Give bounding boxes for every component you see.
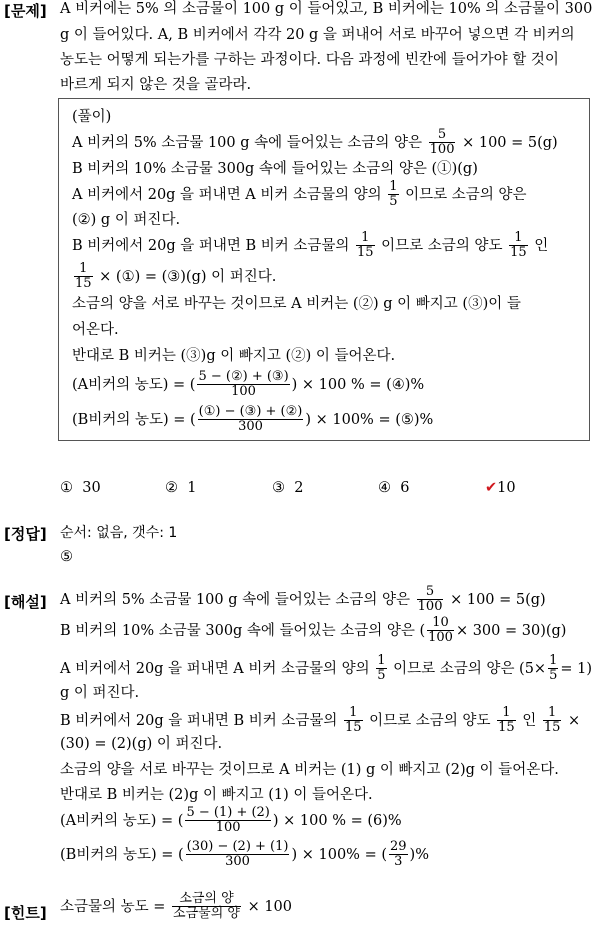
numerator: 1 [509,231,528,246]
answer-label: [정답] [4,525,47,543]
text: = 1) [560,660,592,677]
fraction [197,370,289,400]
option-mark: ③ [272,480,285,496]
text: (B비커의 농도) = ( [72,411,196,428]
solution-line-8: 어온다. [72,322,119,338]
problem-line-2: g 이 들어있다. A, B 비커에서 각각 20 g 을 퍼내어 서로 바꾸어 넣으면 각 비커의 [60,27,575,43]
numerator: 1 [389,179,398,194]
denominator: 15 [357,245,374,261]
numerator: 1 [543,706,562,721]
text: 이므로 소금의 양은 (5× [393,660,547,677]
explanation-line-2 [60,616,566,646]
text: (A비커의 농도) = ( [72,376,196,393]
option-value: 2 [294,480,304,496]
solution-line-5 [72,231,548,261]
solution-line-3 [72,180,526,210]
text: × [568,712,581,729]
option-value: 10 [497,480,516,496]
text: × 100 [247,898,293,915]
solution-line-6 [72,262,276,292]
text: × 100 = 5(g) [450,591,546,608]
solution-line-7: 소금의 양을 서로 바꾸는 것이므로 A 비커는 (②) g 이 빠지고 (③)이 들 [72,296,521,312]
denominator: 5 [389,194,398,210]
fraction [389,840,408,870]
numerator: 1 [377,653,386,668]
explanation-line-6: (30) = (2)(g) 이 퍼진다. [60,736,223,752]
numerator: 5 [429,128,456,143]
option-mark: ④ [378,480,391,496]
fraction [198,405,304,435]
text: B 비커에서 20g 을 퍼내면 B 비커 소금물의 [60,712,338,729]
text: ) × 100% = ( [291,846,387,863]
denominator: 소금물의 양 [173,906,240,922]
explanation-line-5 [60,706,580,736]
fraction [548,654,558,684]
problem-line-4: 바르게 되지 않은 것을 골라라. [60,77,252,93]
option-1[interactable] [60,480,101,496]
hint-line [60,892,292,922]
explanation-line-3 [60,654,592,684]
check-mark-icon: ✔ [485,480,498,496]
solution-line-1 [72,128,558,158]
denominator: 100 [428,630,453,646]
text: A 비커에서 20g 을 퍼내면 A 비커 소금물의 양의 [72,186,382,203]
explanation-line-4: g 이 퍼진다. [60,685,140,701]
numerator: 1 [344,706,363,721]
text: B 비커의 10% 소금물 300g 속에 들어있는 소금의 양은 ( [60,622,426,639]
numerator: 1 [549,653,558,668]
explanation-line-8: 반대로 B 비커는 (2)g 이 빠지고 (1) 이 들어온다. [60,787,373,803]
fraction [186,840,290,870]
fraction [543,706,562,736]
answer-line-2: ⑤ [60,549,73,565]
solution-heading: (풀이) [72,109,112,125]
explanation-line-9 [60,806,402,836]
problem-line-1: A 비커에는 5% 의 소금물이 100 g 이 들어있고, B 비커에는 10% 의 소금물이 300 [60,1,592,17]
option-5[interactable] [485,480,516,496]
denominator: 300 [238,419,263,435]
text: × (①) = (③)(g) 이 퍼진다. [99,268,277,285]
text: × 100 = 5(g) [462,134,558,151]
explanation-line-10 [60,840,429,870]
problem-line-3: 농도는 어떻게 되는가를 구하는 과정이다. 다음 과정에 빈칸에 들어가야 할 것이 [60,52,559,68]
explanation-line-7: 소금의 양을 서로 바꾸는 것이므로 A 비커는 (1) g 이 빠지고 (2)g 이 들어온다. [60,762,559,778]
denominator: 5 [377,668,386,684]
numerator: 1 [356,231,375,246]
denominator: 15 [543,720,561,736]
numerator: (①) − (③) + (②) [198,404,303,419]
text: 이므로 소금의 양도 [369,712,491,729]
denominator: 100 [231,384,256,400]
option-value: 30 [82,480,101,496]
text: ) × 100 % = (④)% [291,376,425,393]
numerator: (30) − (2) + (1) [186,839,289,854]
numerator: 5 [417,585,444,600]
fraction [356,231,375,261]
explanation-line-1 [60,585,546,615]
explanation-label: [해설] [4,593,47,611]
hint-label: [힌트] [4,904,47,922]
solution-line-4: (②) g 이 퍼진다. [72,212,181,228]
problem-label: [문제] [4,2,47,20]
fraction [427,616,454,646]
numerator: 29 [390,839,407,854]
denominator: 15 [510,245,527,261]
solution-line-10 [72,370,424,400]
text: 이므로 소금의 양은 [405,186,527,203]
option-mark: ① [60,480,73,496]
numerator: 1 [497,706,516,721]
denominator: 15 [75,276,92,292]
fraction [497,706,516,736]
text: ) × 100 % = (6)% [272,812,402,829]
option-mark: ② [165,480,178,496]
option-4[interactable] [378,480,409,496]
fraction [509,231,528,261]
option-2[interactable] [165,480,196,496]
denominator: 100 [215,820,241,836]
fraction [417,585,444,615]
denominator: 300 [225,854,250,870]
fraction [376,654,386,684]
text: 이므로 소금의 양도 [381,237,503,254]
text: 인 [522,712,537,729]
text: 소금물의 농도 = [60,898,166,915]
text: A 비커의 5% 소금물 100 g 속에 들어있는 소금의 양은 [72,134,423,151]
answer-line-1: 순서: 없음, 갯수: 1 [60,525,178,541]
fraction [172,892,241,922]
denominator: 100 [429,142,455,158]
fraction [185,806,270,836]
numerator: 5 − (1) + (2) [186,805,270,820]
text: (B비커의 농도) = ( [60,846,184,863]
denominator: 5 [549,668,558,684]
numerator: 10 [427,616,454,631]
text: 인 [534,237,549,254]
numerator: 소금의 양 [172,892,241,907]
denominator: 100 [417,599,443,615]
text: A 비커에서 20g 을 퍼내면 A 비커 소금물의 양의 [60,660,370,677]
denominator: 3 [394,854,403,870]
solution-line-2: B 비커의 10% 소금물 300g 속에 들어있는 소금의 양은 (①)(g) [72,161,478,177]
fraction [388,180,398,210]
text: )% [409,846,429,863]
numerator: 5 − (②) + (③) [198,369,289,384]
solution-line-9: 반대로 B 비커는 (③)g 이 빠지고 (②) 이 들어온다. [72,348,396,364]
fraction [344,706,363,736]
solution-line-11 [72,405,433,435]
option-3[interactable] [272,480,303,496]
fraction [429,128,456,158]
text: B 비커에서 20g 을 퍼내면 B 비커 소금물의 [72,237,350,254]
denominator: 15 [345,720,362,736]
text: A 비커의 5% 소금물 100 g 속에 들어있는 소금의 양은 [60,591,411,608]
option-value: 1 [187,480,197,496]
text: × 300 = 30)(g) [455,622,567,639]
numerator: 1 [74,262,93,277]
option-value: 6 [400,480,410,496]
text: ) × 100% = (⑤)% [305,411,434,428]
text: (A비커의 농도) = ( [60,812,184,829]
fraction [74,262,93,292]
denominator: 15 [498,720,515,736]
